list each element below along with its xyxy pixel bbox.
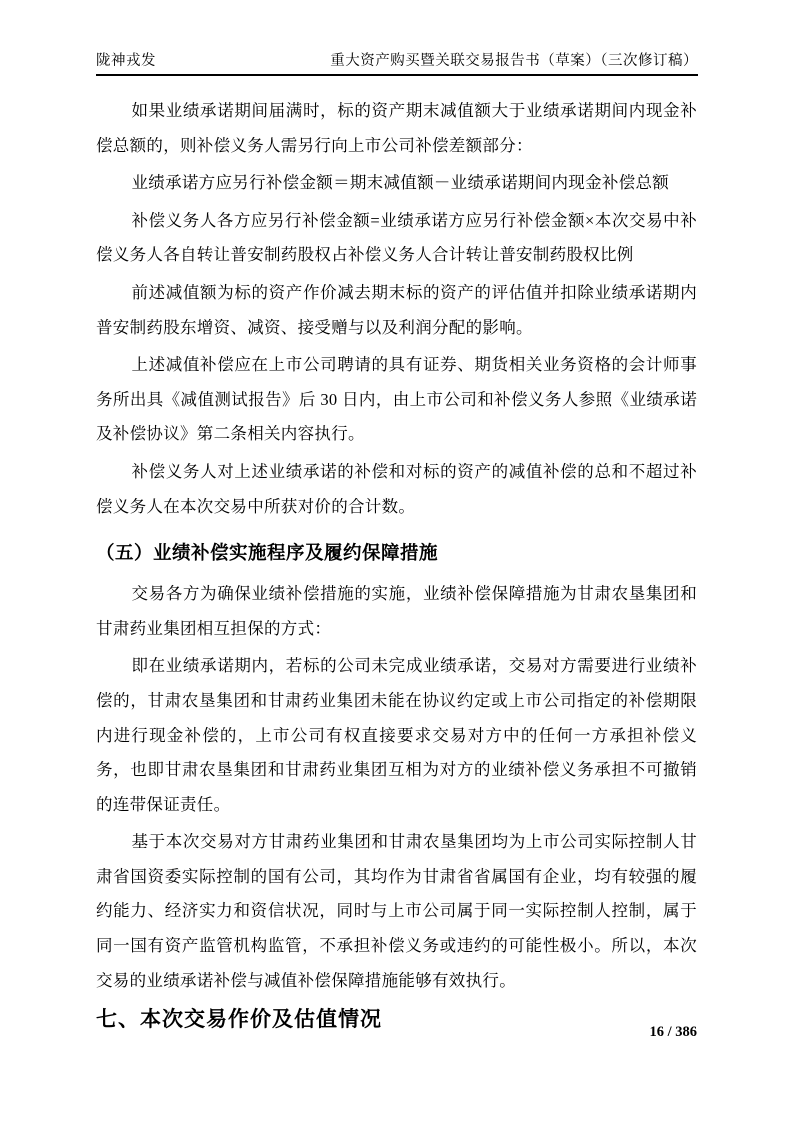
header-rule [96, 74, 698, 76]
section-heading-5: （五）业绩补偿实施程序及履约保障措施 [96, 542, 439, 564]
formula-party-compensation: 补偿义务人各方应另行补偿金额=业绩承诺方应另行补偿金额×本次交易中补偿义务人各自转让普安制药股权占补偿义务人合计转让普安制药股权比例 [96, 210, 697, 265]
page-header [96, 52, 698, 70]
paragraph-compensation-cap: 补偿义务人对上述业绩承诺的补偿和对标的资产的减值补偿的总和不超过补偿义务人在本次交易中所获对价的合计数。 [96, 461, 697, 516]
chapter-heading-7: 七、本次交易作价及估值情况 [96, 1008, 382, 1032]
page-footer [649, 1023, 697, 1041]
paragraph-impairment-definition: 前述减值额为标的资产作价减去期末标的资产的评估值并扣除业绩承诺期内普安制药股东增资、减资、接受赠与以及利润分配的影响。 [96, 282, 697, 337]
header-right-text: 重大资产购买暨关联交易报告书（草案）（三次修订稿） [330, 53, 698, 69]
paragraph-guarantee-conclusion: 基于本次交易对方甘肃药业集团和甘肃农垦集团均为上市公司实际控制人甘肃省国资委实际控制的国有公司，其均作为甘肃省省属国有企业，均有较强的履约能力、经济实力和资信状况，同时与上市公司属于同一实际控制人控制，属于同一国有资产监管机构监管，不承担补偿义务或违约的可能性极小。所以，本次交易的业绩承诺补偿与减值补偿保障措施能够有效执行。 [96, 832, 697, 990]
paragraph-impairment-condition: 如果业绩承诺期间届满时，标的资产期末减值额大于业绩承诺期间内现金补偿总额的，则补偿义务人需另行向上市公司补偿差额部分： [96, 101, 697, 155]
page-number: 16 / 386 [649, 1024, 697, 1040]
paragraph-guarantee-detail: 即在业绩承诺期内，若标的公司未完成业绩承诺，交易对方需要进行业绩补偿的，甘肃农垦集团和甘肃药业集团未能在协议约定或上市公司指定的补偿期限内进行现金补偿的，上市公司有权直接要求交易对方中的任何一方承担补偿义务，也即甘肃农垦集团和甘肃药业集团互相为对方的业绩补偿义务承担不可撤销的连带保证责任。 [96, 656, 697, 814]
paragraph-impairment-execution: 上述减值补偿应在上市公司聘请的具有证券、期货相关业务资格的会计师事务所出具《减值测试报告》后 30 日内，由上市公司和补偿义务人参照《业绩承诺及补偿协议》第二条相关内容执行。 [96, 355, 697, 444]
document-body [96, 94, 697, 1038]
formula-additional-compensation: 业绩承诺方应另行补偿金额＝期末减值额－业绩承诺期间内现金补偿总额 [131, 173, 670, 193]
paragraph-guarantee-intro: 交易各方为确保业绩补偿措施的实施，业绩补偿保障措施为甘肃农垦集团和甘肃药业集团相互担保的方式： [96, 584, 697, 638]
header-left-text: 陇神戎发 [96, 53, 156, 69]
